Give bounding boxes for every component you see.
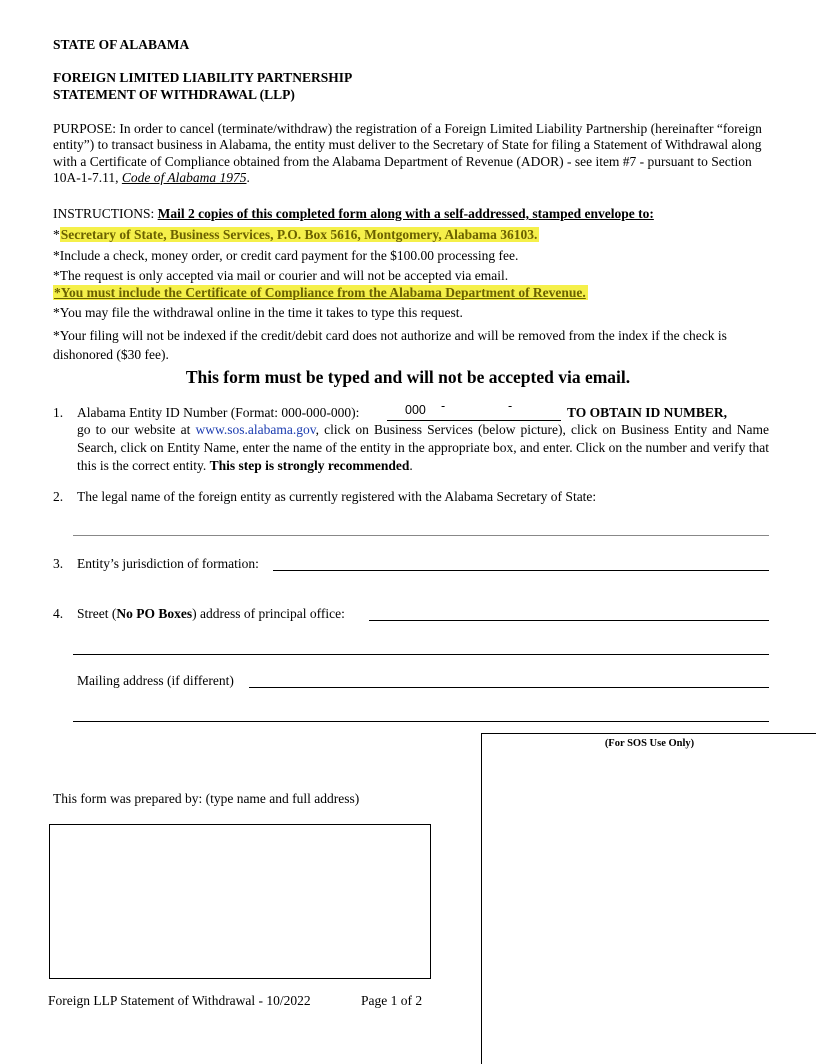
street-address-field[interactable]	[369, 620, 769, 621]
certificate-text: *You must include the Certificate of Compliance from the Alabama Department of Revenue.	[54, 285, 586, 300]
purpose-end: .	[246, 170, 250, 186]
address-prefix: *	[53, 227, 60, 242]
street-address-field-2[interactable]	[73, 654, 769, 655]
fee-instruction: *Include a check, money order, or credit card payment for the $100.00 processing fee.	[53, 248, 519, 263]
sos-website-link[interactable]: www.sos.alabama.gov	[195, 422, 316, 437]
footer-form-id: Foreign LLP Statement of Withdrawal - 10/2022	[48, 993, 311, 1008]
instr-end: .	[409, 458, 413, 473]
jurisdiction-field[interactable]	[273, 570, 769, 571]
instr-text-a: go to our website at	[77, 422, 196, 437]
sos-use-only-box	[481, 733, 816, 1064]
form-title-line2: STATEMENT OF WITHDRAWAL (LLP)	[53, 87, 295, 102]
form-title-line1: FOREIGN LIMITED LIABILITY PARTNERSHIP	[53, 70, 353, 85]
item-1-number: 1.	[53, 405, 64, 420]
street-label-c: ) address of principal office:	[192, 606, 345, 621]
sos-mailing-address: Secretary of State, Business Services, P.O. Box 5616, Montgomery, Alabama 36103.	[60, 227, 538, 242]
entity-id-prefix: 000	[405, 403, 426, 417]
prepared-by-label: This form was prepared by: (type name and full address)	[53, 791, 360, 806]
mail-only-instruction: *The request is only accepted via mail or courier and will not be accepted via email.	[53, 268, 509, 283]
instr-text-b: , click on Business Services (below picture), click on Business Entity and Name Search, click on Entity Name, enter the name of the entity in the appropriate box, and enter. Click on the number and verify that this is the correct entity.	[77, 422, 769, 473]
legal-name-label: The legal name of the foreign entity as currently registered with the Alabama Secretary of State:	[77, 489, 597, 504]
item-3-number: 3.	[53, 556, 64, 571]
index-instruction: *Your filing will not be indexed if the credit/debit card does not authorize and will be removed from the index if the check is dishonored ($30 fee).	[53, 328, 727, 362]
mailing-address-line	[53, 227, 539, 243]
entity-id-label: Alabama Entity ID Number (Format: 000-000-000):	[77, 405, 360, 420]
prepared-by-box[interactable]	[49, 824, 431, 979]
item-4-number: 4.	[53, 606, 64, 621]
sos-use-only-label: (For SOS Use Only)	[604, 738, 695, 749]
mailing-address-label: Mailing address (if different)	[77, 673, 234, 688]
mailing-address-field-2[interactable]	[73, 721, 769, 722]
state-heading: STATE OF ALABAMA	[53, 37, 190, 52]
certificate-instruction	[53, 285, 588, 301]
jurisdiction-label: Entity’s jurisdiction of formation:	[77, 556, 259, 571]
purpose-text: PURPOSE: In order to cancel (terminate/withdraw) the registration of a Foreign Limited Liability Partnership (hereinafter “foreign entity”) to transact business in Alabama, the entity must deliver to the Secretary of State for filing a Statement of Withdrawal along with a Certificate of Compliance obtained from the Alabama Department of Revenue (ADOR) - see item #7 - pursuant to Section 10A-1-7.11,	[53, 121, 762, 186]
item-2-number: 2.	[53, 489, 64, 504]
footer-page-number: Page 1 of 2	[361, 993, 423, 1008]
street-address-label	[77, 606, 345, 622]
street-label-a: Street (	[77, 606, 117, 621]
no-po-boxes: No PO Boxes	[116, 606, 193, 621]
purpose-paragraph	[53, 121, 765, 187]
entity-id-dash-1: -	[441, 399, 446, 413]
legal-name-field[interactable]	[73, 535, 769, 536]
instructions-label: INSTRUCTIONS:	[53, 206, 158, 221]
online-instruction: *You may file the withdrawal online in the time it takes to type this request.	[53, 305, 463, 320]
instructions-heading	[53, 206, 654, 222]
recommended-note: This step is strongly recommended	[209, 458, 410, 473]
entity-id-dash-2: -	[508, 399, 513, 413]
mailing-address-field[interactable]	[249, 687, 769, 688]
obtain-id-instructions	[77, 421, 769, 475]
code-of-alabama: Code of Alabama 1975	[121, 170, 247, 186]
obtain-id-heading: TO OBTAIN ID NUMBER,	[567, 405, 728, 420]
entity-id-input[interactable]	[387, 399, 561, 420]
typed-notice: This form must be typed and will not be accepted via email.	[185, 367, 631, 387]
instructions-mail: Mail 2 copies of this completed form along with a self-addressed, stamped envelope to:	[157, 206, 654, 221]
